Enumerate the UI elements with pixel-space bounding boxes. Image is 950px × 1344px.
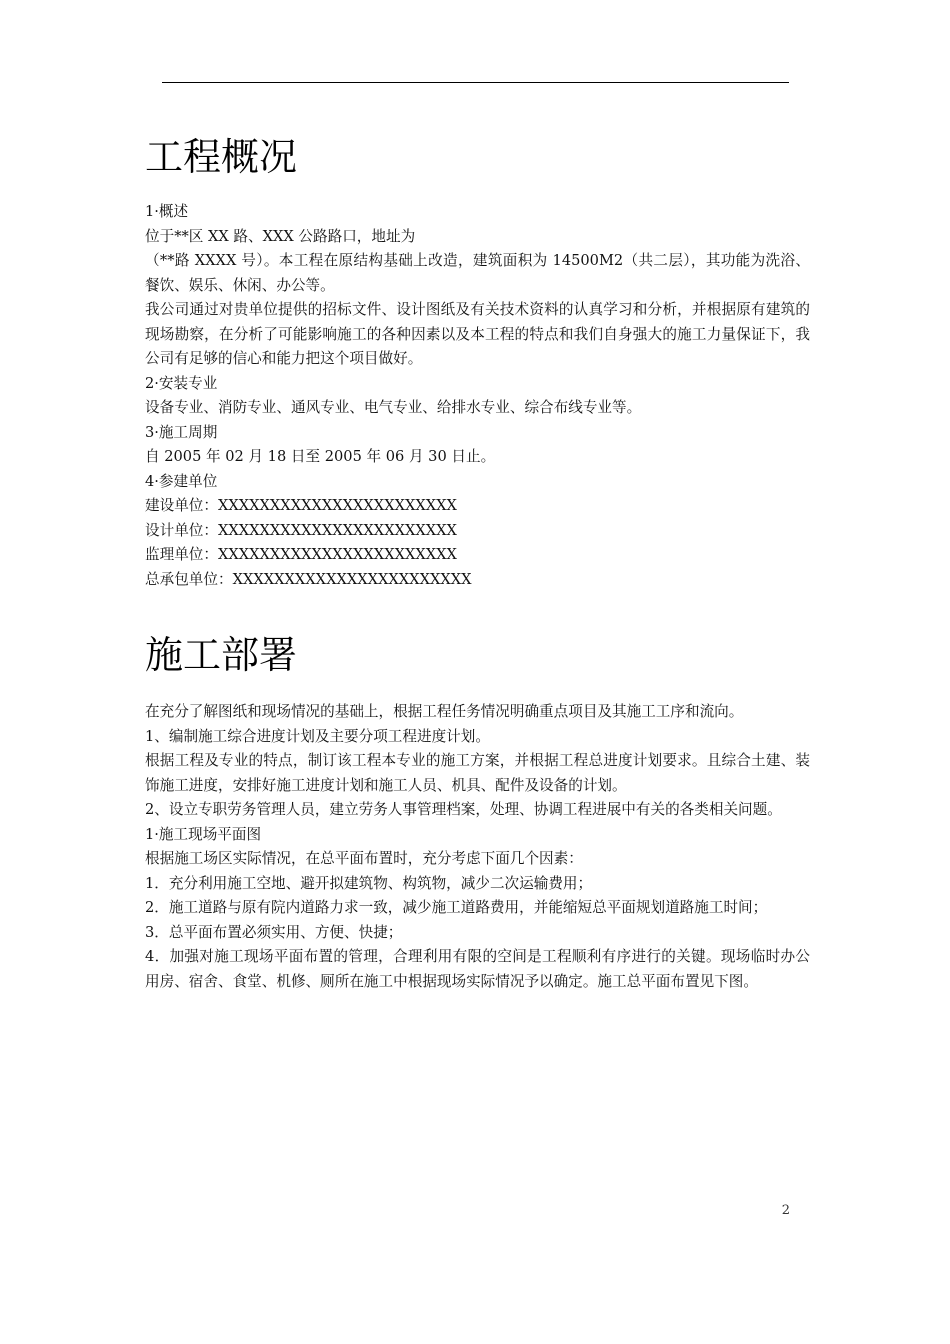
document-body xyxy=(145,128,810,994)
section-title: 工程概况 xyxy=(145,135,298,179)
paragraph: 设备专业、消防专业、通风专业、电气专业、给排水专业、综合布线专业等。 xyxy=(145,399,642,416)
paragraph: 2·安装专业 xyxy=(145,374,218,392)
section-title: 施工部署 xyxy=(145,633,298,677)
paragraph: 位于**区 XX 路、XXX 公路路口，地址为 xyxy=(145,227,416,245)
paragraph: 4．加强对施工现场平面布置的管理，合理利用有限的空间是工程顺利有序进行的关键。现场临时办公用房、宿舍、食堂、机修、厕所在施工中根据现场实际情况予以确定。施工总平面布置见下图。 xyxy=(145,948,810,990)
paragraph: 3·施工周期 xyxy=(145,423,218,441)
paragraph: 根据施工场区实际情况，在总平面布置时，充分考虑下面几个因素： xyxy=(145,850,583,867)
section-project-overview xyxy=(145,128,810,592)
paragraph: 总承包单位：XXXXXXXXXXXXXXXXXXXXXXX xyxy=(145,570,472,588)
paragraph: 自 2005 年 02 月 18 日至 2005 年 06 月 30 日止。 xyxy=(145,448,496,465)
paragraph: 2．施工道路与原有院内道路力求一致，减少施工道路费用，并能缩短总平面规划道路施工时间； xyxy=(145,899,768,916)
paragraph: 1、编制施工综合进度计划及主要分项工程进度计划。 xyxy=(145,727,490,745)
paragraph: （**路 XXXX 号）。本工程在原结构基础上改造，建筑面积为 14500M2（共二层），其功能为洗浴、餐饮、娱乐、休闲、办公等。 xyxy=(145,252,810,294)
paragraph: 3．总平面布置必须实用、方便、快捷； xyxy=(145,923,403,941)
paragraph: 建设单位：XXXXXXXXXXXXXXXXXXXXXXX xyxy=(145,497,457,514)
section-construction-deployment xyxy=(145,626,810,994)
paragraph: 根据工程及专业的特点，制订该工程本专业的施工方案，并根据工程总进度计划要求。且综合土建、装饰施工进度，安排好施工进度计划和施工人员、机具、配件及设备的计划。 xyxy=(145,752,810,794)
paragraph: 我公司通过对贵单位提供的招标文件、设计图纸及有关技术资料的认真学习和分析，并根据原有建筑的现场勘察，在分析了可能影响施工的各种因素以及本工程的特点和我们自身强大的施工力量保证下，我公司有足够的信心和能力把这个项目做好。 xyxy=(145,301,810,367)
paragraph: 在充分了解图纸和现场情况的基础上，根据工程任务情况明确重点项目及其施工工序和流向。 xyxy=(145,703,744,720)
paragraph: 设计单位：XXXXXXXXXXXXXXXXXXXXXXX xyxy=(145,521,457,539)
paragraph: 1·概述 xyxy=(145,203,189,220)
paragraph: 4·参建单位 xyxy=(145,472,218,490)
paragraph: 2、设立专职劳务管理人员，建立劳务人事管理档案，处理、协调工程进展中有关的各类相关问题。 xyxy=(145,801,782,818)
header-rule xyxy=(162,82,789,83)
paragraph: 1·施工现场平面图 xyxy=(145,825,262,843)
paragraph: 1．充分利用施工空地、避开拟建筑物、构筑物，减少二次运输费用； xyxy=(145,874,593,892)
page-number: 2 xyxy=(781,1203,790,1218)
paragraph: 监理单位：XXXXXXXXXXXXXXXXXXXXXXX xyxy=(145,546,457,563)
